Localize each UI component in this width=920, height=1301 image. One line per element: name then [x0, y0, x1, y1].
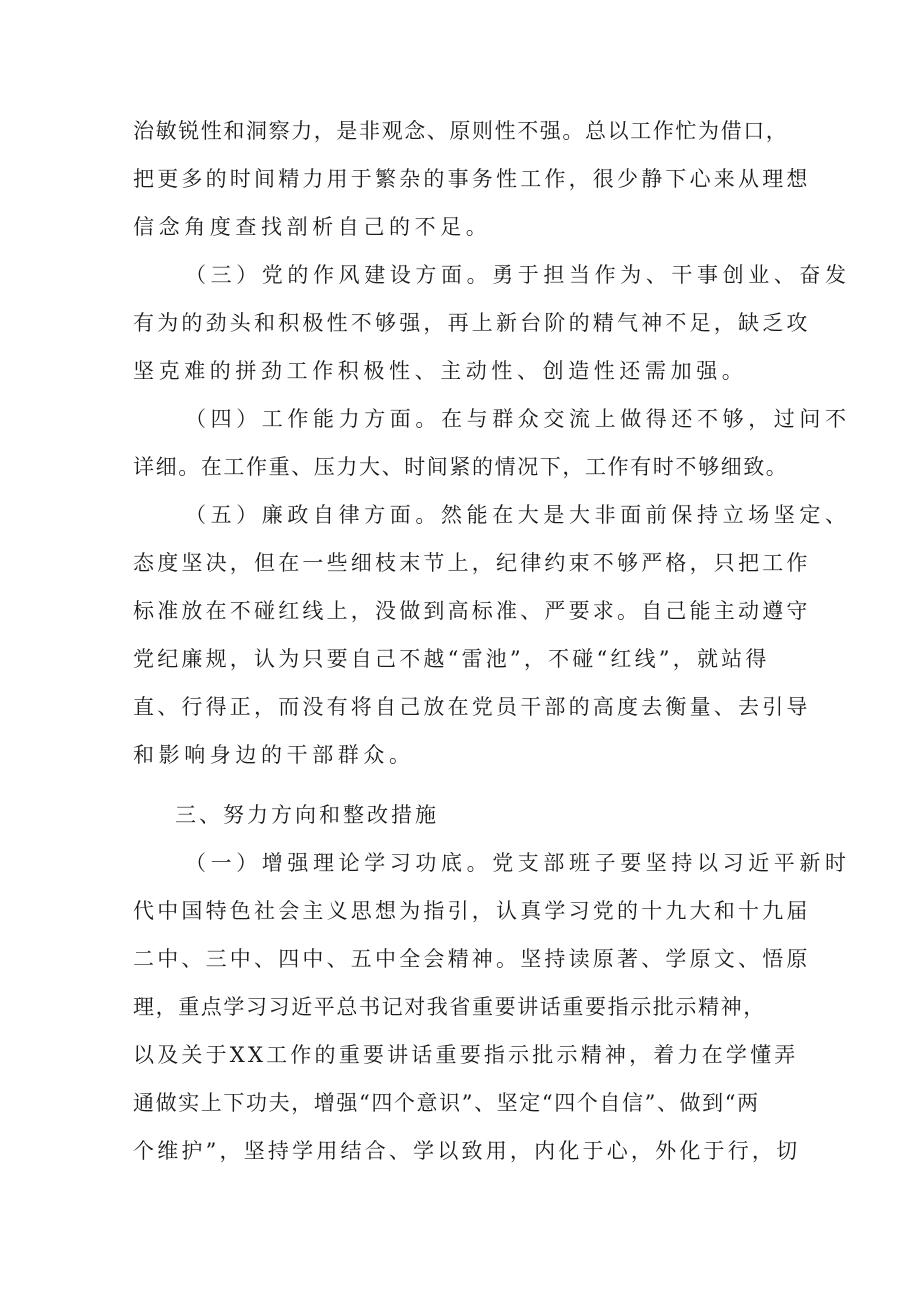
paragraph-line: （一）增强理论学习功底。党支部班子要坚持以习近平新时	[185, 851, 851, 875]
paragraph-line: 信念角度查找剖析自己的不足。	[133, 215, 492, 239]
paragraph-line: 党纪廉规，认为只要自己不越“雷池”，不碰“红线”，就站得	[133, 647, 770, 671]
paragraph-line: 二中、三中、四中、五中全会精神。坚持读原著、学原文、悟原	[133, 947, 811, 971]
paragraph-line: 个维护”，坚持学用结合、学以致用，内化于心，外化于行，切	[133, 1139, 801, 1163]
paragraph-line: 以及关于XX工作的重要讲话重要指示批示精神，着力在学懂弄	[133, 1043, 799, 1067]
paragraph-line: 治敏锐性和洞察力，是非观念、原则性不强。总以工作忙为借口，	[133, 119, 789, 143]
paragraph-line: （五）廉政自律方面。然能在大是大非面前保持立场坚定、	[185, 503, 851, 527]
paragraph-line: 和影响身边的干部群众。	[133, 743, 415, 767]
paragraph-line: （三）党的作风建设方面。勇于担当作为、干事创业、奋发	[185, 263, 851, 287]
paragraph-line: （四）工作能力方面。在与群众交流上做得还不够，过问不	[185, 407, 851, 431]
section-heading: 三、努力方向和整改措施	[175, 803, 439, 827]
paragraph-line: 理，重点学习习近平总书记对我省重要讲话重要指示批示精神，	[133, 995, 766, 1019]
paragraph-line: 详细。在工作重、压力大、时间紧的情况下，工作有时不够细致。	[133, 455, 789, 479]
paragraph-line: 坚克难的拼劲工作积极性、主动性、创造性还需加强。	[133, 359, 748, 383]
paragraph-line: 把更多的时间精力用于繁杂的事务性工作，很少静下心来从理想	[133, 167, 811, 191]
paragraph-line: 标准放在不碰红线上，没做到高标准、严要求。自己能主动遵守	[133, 599, 811, 623]
paragraph-line: 通做实上下功夫，增强“四个意识”、坚定“四个自信”、做到“两	[133, 1091, 760, 1115]
paragraph-line: 直、行得正，而没有将自己放在党员干部的高度去衡量、去引导	[133, 695, 811, 719]
paragraph-line: 态度坚决，但在一些细枝末节上，纪律约束不够严格，只把工作	[133, 551, 811, 575]
paragraph-line: 代中国特色社会主义思想为指引，认真学习党的十九大和十九届	[133, 899, 811, 923]
paragraph-line: 有为的劲头和积极性不够强，再上新台阶的精气神不足，缺乏攻	[133, 311, 811, 335]
